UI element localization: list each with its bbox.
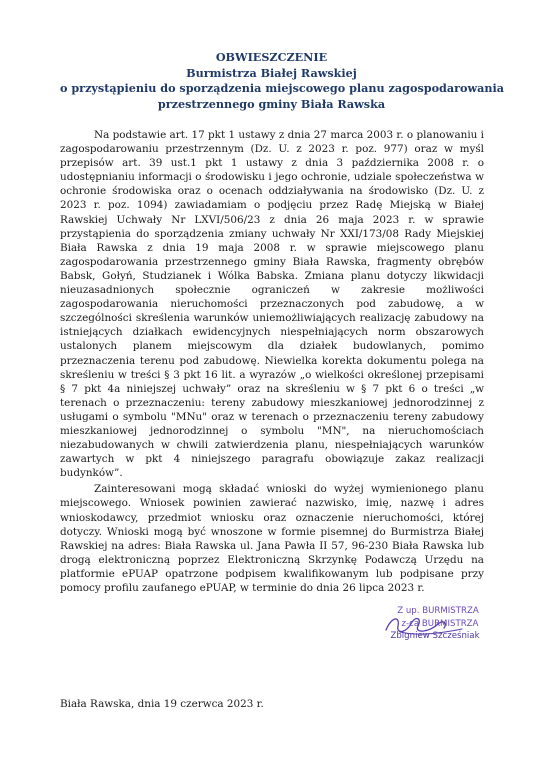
body-paragraph-1: Na podstawie art. 17 pkt 1 ustawy z dnia 27 marca 2003 r. o planowaniu i zagospodarowaniu przestrzennym (Dz. U. z 2023 r. poz. 977) oraz w myśl przepisów art. 39 ust.1 pkt 1 ustawy z dnia 3 października 2008 r. o udostępnianiu informacji o środowisku i jego ochronie, udziale społeczeństwa w ochronie środowiska oraz o ocenach oddziaływania na środowisko (Dz. U. z 2023 r. poz. 1094) zawiadamiam o podjęciu przez Radę Miejską w Białej Rawskiej Uchwały Nr LXVI/506/23 z dnia 26 maja 2023 r. w sprawie przystąpienia do sporządzenia zmiany uchwały Nr XXI/173/08 Rady Miejskiej Biała Rawska z dnia 19 maja 2008 r. w sprawie miejscowego planu zagospodarowania przestrzennego gminy Biała Rawska, fragmenty obrębów Babsk, Gołyń, Studzianek i Wólka Babska. Zmiana planu dotyczy likwidacji nieuzasadnionych społecznie ograniczeń w zakresie możliwości zagospodarowania nieruchomości przeznaczonych pod zabudowę, a w szczególności skreślenia warunków uniemożliwiających realizację zabudowy na istniejących działkach ewidencyjnych niespełniających norm obszarowych ustalonych planem miejscowym dla działek budowlanych, pomimo przeznaczenia terenu pod zabudowę. Niewielka korekta dokumentu polega na skreśleniu w treści § 3 pkt 16 lit. a wyrazów „o wielkości określonej przepisami § 7 pkt 4a niniejszej uchwały” oraz na skreśleniu w § 7 pkt 6 o treści „w terenach o przeznaczeniu: tereny zabudowy mieszkaniowej jednorodzinnej z usługami o symbolu "MNu" oraz w terenach o przeznaczeniu tereny zabudowy mieszkaniowej jednorodzinnej o symbolu "MN", na nieruchomościach niezabudowanych w chwili zatwierdzenia planu, niespełniających warunków zawartych w pkt 4 niniejszego paragrafu obowiązuje zakaz realizacji budynków”.: [60, 129, 484, 480]
body-paragraph-2: Zainteresowani mogą składać wnioski do wyżej wymienionego planu miejscowego. Wniosek powinien zawierać nazwisko, imię, nazwę i adres wnioskodawcy, przedmiot wniosku oraz oznaczenie nieruchomości, której dotyczy. Wnioski mogą być wnoszone w formie pisemnej do Burmistrza Białej Rawskiej na adres: Biała Rawska ul. Jana Pawła II 57, 96-230 Biała Rawska lub drogą elektroniczną poprzez Elektroniczną Skrzynkę Podawczą Urzędu na platformie ePUAP opatrzone podpisem kwalifikowanym lub podpisane przy pomocy profilu zaufanego ePUAP, w terminie do dnia 26 lipca 2023 r.: [60, 483, 484, 594]
signature-line-3: Zbigniew Szcześniak: [390, 631, 480, 641]
subject-line-1: o przystąpieniu do sporządzenia miejscowego planu zagospodarowania: [60, 81, 504, 95]
document-header: [60, 50, 504, 112]
signature-line-1: Z up. BURMISTRZA: [397, 606, 479, 616]
place-and-date: Biała Rawska, dnia 19 czerwca 2023 r.: [60, 698, 264, 710]
document-title: OBWIESZCZENIE: [215, 50, 328, 64]
document-body: [60, 128, 484, 595]
handwritten-signature: [378, 610, 473, 640]
issuer-line: Burmistrza Białej Rawskiej: [186, 65, 357, 80]
subject-line-2: przestrzennego gminy Biała Rawska: [157, 96, 386, 111]
signature-line-2: z-ca BURMISTRZA: [401, 618, 479, 629]
